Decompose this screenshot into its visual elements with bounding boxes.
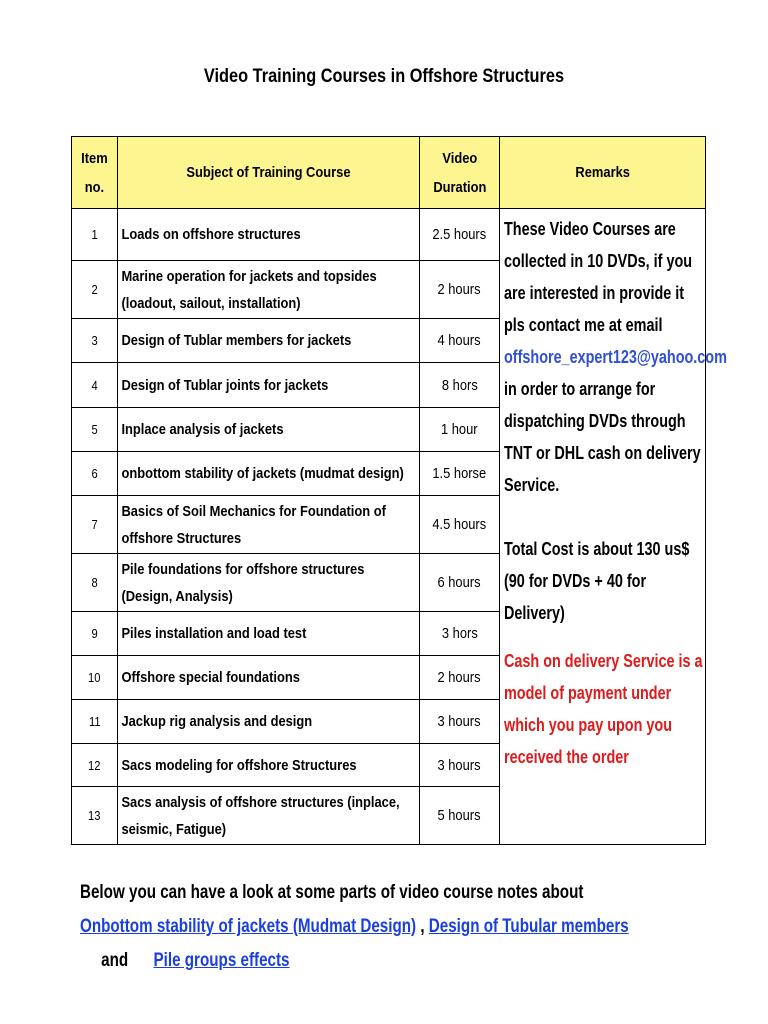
header-duration: Video Duration [420,137,500,209]
cell-item-no: 10 [72,656,118,700]
cell-item-no: 2 [72,261,118,319]
table-header-row [72,137,706,209]
cell-subject: Design of Tublar joints for jackets [118,363,420,408]
remarks-cell [500,209,727,845]
cell-subject: Sacs analysis of offshore structures (inplace, seismic, Fatigue) [118,787,420,845]
link-tubular-members[interactable]: Design of Tubular members [428,916,629,937]
cell-duration: 2 hours [420,261,500,319]
cell-duration: 6 hours [420,554,500,612]
cell-subject: Jackup rig analysis and design [118,700,420,744]
cell-duration: 1.5 horse [420,452,500,496]
cell-duration: 3 hours [420,744,500,787]
cell-item-no: 8 [72,554,118,612]
cell-item-no: 3 [72,319,118,363]
link-onbottom-stability[interactable]: Onbottom stability of jackets (Mudmat Design) [80,916,417,937]
cell-duration: 3 hors [420,612,500,656]
cell-item-no: 4 [72,363,118,408]
cell-duration: 5 hours [420,787,500,845]
cell-duration: 2 hours [420,656,500,700]
cell-subject: onbottom stability of jackets (mudmat design) [118,452,420,496]
cell-duration: 4.5 hours [420,496,500,554]
cell-duration: 3 hours [420,700,500,744]
cell-item-no: 7 [72,496,118,554]
header-item-no: Item no. [72,137,118,209]
table-row [72,209,706,261]
cell-item-no: 6 [72,452,118,496]
cell-subject: Offshore special foundations [118,656,420,700]
footer-and: and [101,950,129,971]
remarks-cod-note: Cash on delivery Service is a model of payment under which you pay upon you received the order [504,651,703,767]
header-remarks: Remarks [500,137,706,209]
cell-item-no: 9 [72,612,118,656]
remarks-intro: These Video Courses are collected in 10 DVDs, if you are interested in provide it pls contact me at email [504,219,693,335]
cell-subject: Sacs modeling for offshore Structures [118,744,420,787]
cell-duration: 8 hors [420,363,500,408]
cell-subject: Inplace analysis of jackets [118,408,420,452]
courses-table [71,136,727,845]
header-subject: Subject of Training Course [118,137,420,209]
remarks-cost: Total Cost is about 130 us$ (90 for DVDs + 40 for Delivery) [504,539,690,623]
cell-subject: Marine operation for jackets and topsides (loadout, sailout, installation) [118,261,420,319]
cell-duration: 1 hour [420,408,500,452]
cell-subject: Design of Tublar members for jackets [118,319,420,363]
cell-subject: Basics of Soil Mechanics for Foundation of offshore Structures [118,496,420,554]
email-link[interactable]: offshore_expert123@yahoo.com [504,347,727,367]
cell-item-no: 12 [72,744,118,787]
cell-item-no: 11 [72,700,118,744]
link-pile-groups[interactable]: Pile groups effects [153,950,290,971]
cell-subject: Loads on offshore structures [118,209,420,261]
remarks-dispatch: in order to arrange for dispatching DVDs through TNT or DHL cash on delivery Service. [504,379,701,495]
footer-intro: Below you can have a look at some parts of video course notes about [80,882,584,903]
cell-subject: Pile foundations for offshore structures (Design, Analysis) [118,554,420,612]
cell-item-no: 1 [72,209,118,261]
cell-item-no: 5 [72,408,118,452]
cell-item-no: 13 [72,787,118,845]
footer-note [80,876,640,978]
cell-duration: 2.5 hours [420,209,500,261]
footer-separator: , [416,916,429,937]
cell-subject: Piles installation and load test [118,612,420,656]
page-title: Video Training Courses in Offshore Structures [203,66,565,87]
cell-duration: 4 hours [420,319,500,363]
